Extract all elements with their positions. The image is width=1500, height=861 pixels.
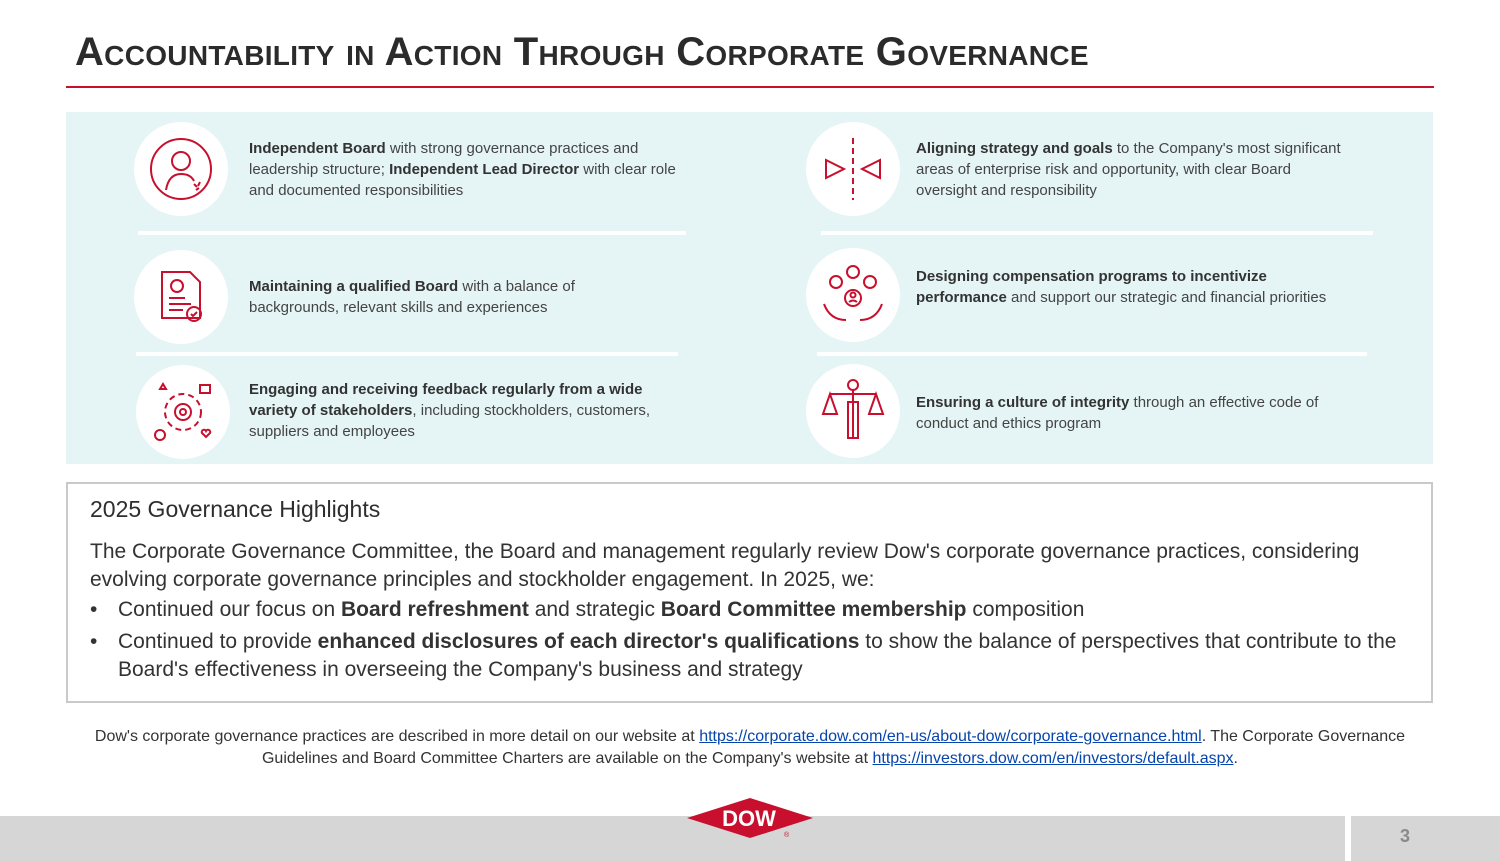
bullet: • (90, 598, 98, 621)
highlights-intro: The Corporate Governance Committee, the Board and management regularly review Dow's corporate governance practices, considering evolving corporate governance principles and stockholder engagement. In 2025, we: (90, 540, 1360, 591)
bullet: • (90, 630, 98, 653)
document-badge-icon (134, 250, 228, 344)
person-icon (134, 122, 228, 216)
scales-person-icon (806, 364, 900, 458)
alignment-arrows-icon (806, 122, 900, 216)
page-title: Accountability in Action Through Corporate Governance (75, 30, 1089, 74)
dow-logo (685, 796, 815, 840)
governance-highlights-box (66, 482, 1433, 703)
investors-page-link[interactable]: https://investors.dow.com/en/investors/default.aspx (872, 750, 1234, 767)
highlights-list (90, 596, 1410, 688)
list-item: • Continued our focus on Board refreshment and strategic Board Committee membership composition (90, 596, 1410, 624)
feedback-cycle-icon (136, 365, 230, 459)
footer-divider (1345, 816, 1351, 861)
item-qualified-board: Maintaining a qualified Board with a balance of backgrounds, relevant skills and experiences (249, 278, 575, 316)
item-aligning-strategy: Aligning strategy and goals to the Company's most significant areas of enterprise risk and opportunity, with clear Board oversight and responsibility (916, 140, 1341, 199)
governance-page-link[interactable]: https://corporate.dow.com/en-us/about-dow/corporate-governance.html (699, 728, 1202, 745)
separator (821, 231, 1373, 235)
separator (136, 352, 678, 356)
item-compensation-programs: Designing compensation programs to incentivize performance and support our strategic and financial priorities (916, 268, 1327, 306)
highlights-title: 2025 Governance Highlights (90, 496, 381, 522)
page-number: 3 (1400, 826, 1411, 846)
item-stakeholder-feedback: Engaging and receiving feedback regularly from a wide variety of stakeholders, including stockholders, customers, suppliers and employees (249, 381, 651, 440)
compensation-hands-icon (806, 248, 900, 342)
separator (817, 352, 1367, 356)
svg-text:DOW: DOW (722, 806, 776, 831)
footnote: Dow's corporate governance practices are described in more detail on our website at https://corporate.dow.com/en-us/about-dow/corporate-governance.html. The Corporate Governance Guidelines and Board Committee Charters are available on the Company's website at https://investors.dow.com/en/investors/default.aspx. (94, 728, 1406, 767)
separator (138, 231, 686, 235)
title-divider (66, 86, 1434, 88)
item-culture-of-integrity: Ensuring a culture of integrity through an effective code of conduct and ethics program (916, 394, 1319, 432)
svg-text:®: ® (784, 832, 790, 839)
item-independent-board: Independent Board with strong governance practices and leadership structure; Independent Lead Director with clear role and documented responsibilities (249, 140, 676, 199)
list-item: • Continued to provide enhanced disclosures of each director's qualifications to show the balance of perspectives that contribute to the Board's effectiveness in overseeing the Company's business and strategy (90, 630, 1397, 681)
